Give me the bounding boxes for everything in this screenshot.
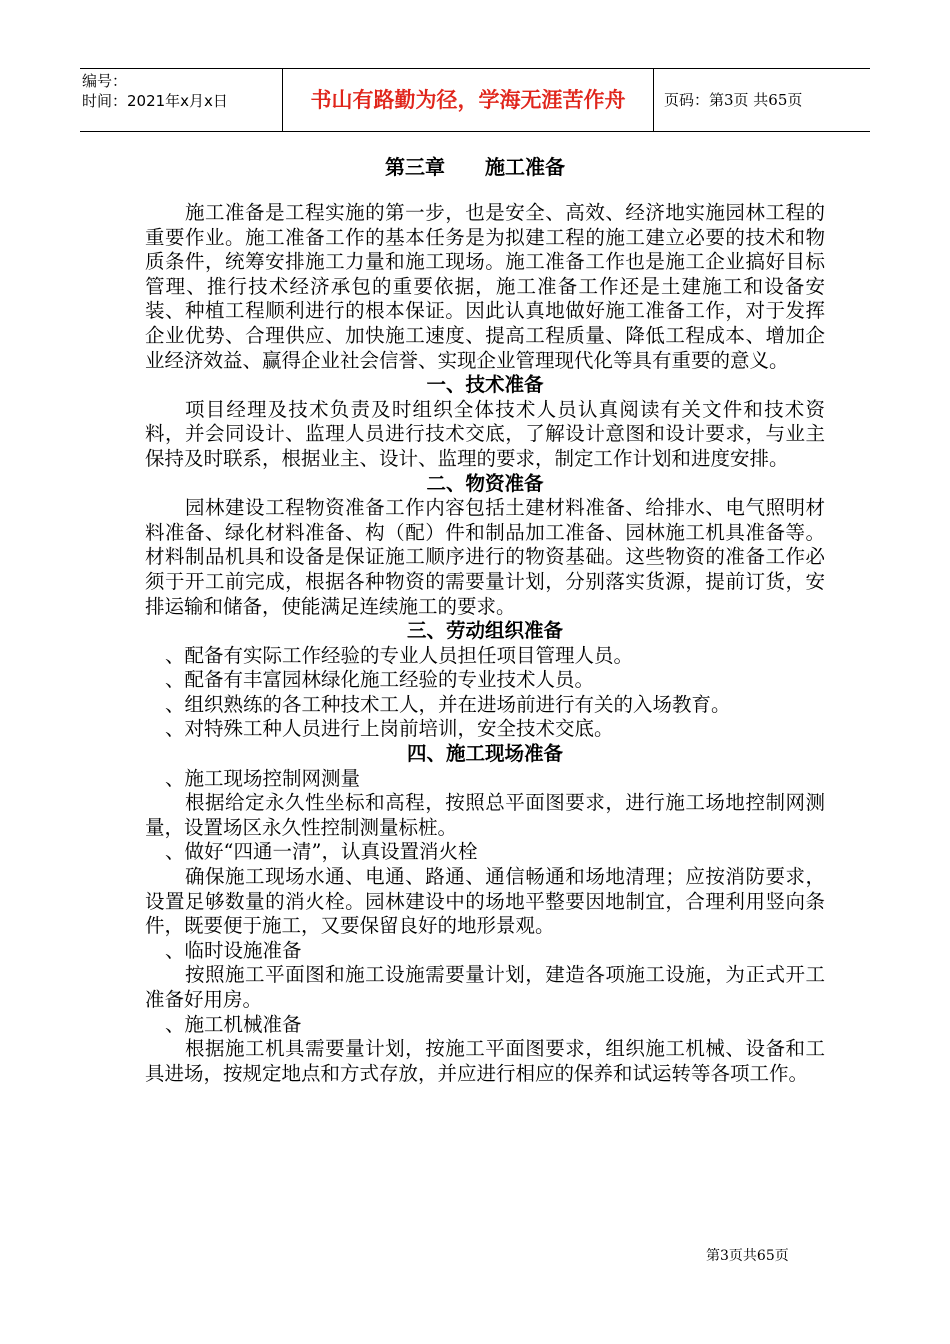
page-footer: 第3页共65页 <box>706 1248 789 1264</box>
labor-item: 、配备有丰富园林绿化施工经验的专业技术人员。 <box>165 668 595 692</box>
header-motto-cell <box>282 69 654 131</box>
section-heading-technical: 一、技术准备 <box>426 373 544 397</box>
site-sub-body: 根据给定永久性坐标和高程，按照总平面图要求，进行施工场地控制网测量，设置场区永久性控制测量标桩。 <box>145 791 825 839</box>
document-body <box>145 201 825 1086</box>
site-sub-body: 按照施工平面图和施工设施需要量计划，建造各项施工设施，为正式开工准备好用房。 <box>145 963 825 1011</box>
site-sub-title: 、施工机械准备 <box>165 1012 302 1036</box>
labor-item: 、对特殊工种人员进行上岗前培训，安全技术交底。 <box>165 717 614 741</box>
chapter-title: 第三章 施工准备 <box>385 155 565 179</box>
site-sub-title: 、做好“四通一清”，认真设置消火栓 <box>165 840 478 864</box>
site-sub-body: 确保施工现场水通、电通、路通、通信畅通和场地清理；应按消防要求，设置足够数量的消火栓。园林建设中的场地平整要因地制宜，合理利用竖向条件，既要便于施工，又要保留良好的地形景观。 <box>145 865 825 938</box>
header-meta <box>80 69 280 131</box>
site-sub-title: 、施工现场控制网测量 <box>165 766 361 790</box>
labor-item: 、配备有实际工作经验的专业人员担任项目管理人员。 <box>165 643 634 667</box>
page-info: 页码：第3页 共65页 <box>664 91 803 109</box>
labor-item: 、组织熟练的各工种技术工人，并在进场前进行有关的入场教育。 <box>165 692 731 716</box>
number-label: 编号： <box>82 72 128 90</box>
site-sub-title: 、临时设施准备 <box>165 938 302 962</box>
page-header <box>80 68 870 132</box>
section-body-materials: 园林建设工程物资准备工作内容包括土建材料准备、给排水、电气照明材料准备、绿化材料准备、构（配）件和制品加工准备、园林施工机具准备等。材料制品机具和设备是保证施工顺序进行的物资基础。这些物资的准备工作必须于开工前完成，根据各种物资的需要量计划，分别落实货源，提前订货，安排运输和储备，使能满足连续施工的要求。 <box>145 496 825 618</box>
time-label: 时间：2021年x月x日 <box>82 92 228 110</box>
motto: 书山有路勤为径，学海无涯苦作舟 <box>310 88 626 112</box>
section-heading-materials: 二、物资准备 <box>426 471 544 495</box>
section-heading-site: 四、施工现场准备 <box>406 742 563 766</box>
header-page-cell <box>664 69 870 131</box>
section-body-technical: 项目经理及技术负责及时组织全体技术人员认真阅读有关文件和技术资料，并会同设计、监理人员进行技术交底，了解设计意图和设计要求，与业主保持及时联系，根据业主、设计、监理的要求，制定工作计划和进度安排。 <box>145 397 825 470</box>
intro-paragraph: 施工准备是工程实施的第一步，也是安全、高效、经济地实施园林工程的重要作业。施工准备工作的基本任务是为拟建工程的施工建立必要的技术和物质条件，统筹安排施工力量和施工现场。施工准备工作也是施工企业搞好目标管理、推行技术经济承包的重要依据，施工准备工作还是土建施工和设备安装、种植工程顺利进行的根本保证。因此认真地做好施工准备工作，对于发挥企业优势、合理供应、加快施工速度、提高工程质量、降低工程成本、增加企业经济效益、赢得企业社会信誉、实现企业管理现代化等具有重要的意义。 <box>145 201 825 372</box>
section-heading-labor: 三、劳动组织准备 <box>406 619 563 643</box>
site-sub-body: 根据施工机具需要量计划，按施工平面图要求，组织施工机械、设备和工具进场，按规定地点和方式存放，并应进行相应的保养和试运转等各项工作。 <box>145 1037 825 1085</box>
